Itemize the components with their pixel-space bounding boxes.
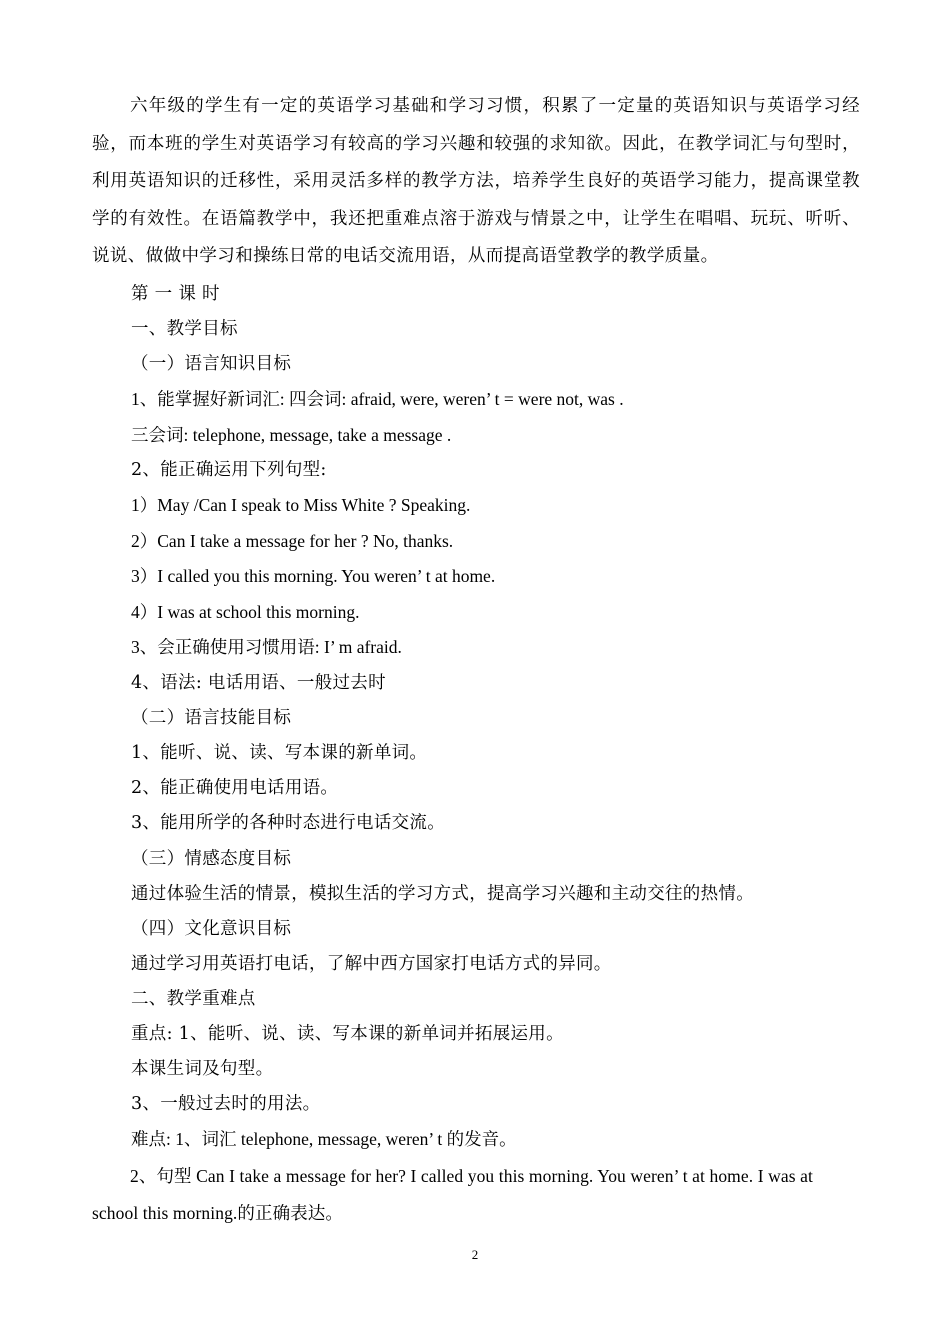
sentence-pattern-1: 1）May /Can I speak to Miss White ? Speaking. [131,495,471,515]
sentence-pattern-2: 2）Can I take a message for her ? No, thanks. [131,531,454,551]
list-item-three-skill-words: 三会词: telephone, message, take a message . [131,425,452,445]
lesson-heading: 第 一 课 时 [131,284,220,304]
difficult-point-1: 难点: 1、词汇 telephone, message, weren’ t 的发音。 [131,1129,517,1149]
key-point-2: 本课生词及句型。 [131,1059,274,1079]
key-point-3: 3、一般过去时的用法。 [131,1094,321,1114]
list-item-grammar: 4、语法: 电话用语、一般过去时 [131,673,386,693]
key-point-1: 重点: 1、能听、说、读、写本课的新单词并拓展运用。 [131,1024,564,1044]
list-item-skill-1: 1、能听、说、读、写本课的新单词。 [131,743,428,763]
section-heading-key-points: 二、教学重难点 [131,989,256,1009]
sentence-pattern-3: 3）I called you this morning. You weren’ t at home. [131,566,496,586]
list-item-idiom: 3、会正确使用习惯用语: I’ m afraid. [131,637,402,657]
list-item-skill-3: 3、能用所学的各种时态进行电话交流。 [131,813,446,833]
intro-paragraph: 六年级的学生有一定的英语学习基础和学习习惯，积累了一定量的英语知识与英语学习经验，而本班的学生对英语学习有较高的学习兴趣和较强的求知欲。因此，在教学词汇与句型时，利用英语知识的迁移性，采用灵活多样的教学方法，培养学生良好的英语学习能力，提高课堂教学的有效性。在语篇教学中，我还把重难点溶于游戏与情景之中，让学生在唱唱、玩玩、听听、说说、做做中学习和操练日常的电话交流用语，从而提高语堂教学的教学质量。 [92,96,860,266]
sentence-pattern-4: 4）I was at school this morning. [131,602,360,622]
subsection-heading-language-skills: （二）语言技能目标 [131,708,292,728]
page-number: 2 [471,1247,479,1262]
list-item-sentence-patterns: 2、能正确运用下列句型: [131,460,327,480]
subsection-heading-emotion: （三）情感态度目标 [131,849,292,869]
list-item-new-words: 1、能掌握好新词汇: 四会词: afraid, were, weren’ t = were not, was . [131,389,624,409]
subsection-heading-culture: （四）文化意识目标 [131,919,292,939]
emotion-text: 通过体验生活的情景，模拟生活的学习方式，提高学习兴趣和主动交往的热情。 [131,884,754,904]
culture-text: 通过学习用英语打电话，了解中西方国家打电话方式的异同。 [131,954,612,974]
subsection-heading-language-knowledge: （一）语言知识目标 [131,354,292,374]
list-item-skill-2: 2、能正确使用电话用语。 [131,778,339,798]
difficult-point-2: 2、句型 Can I take a message for her? I called you this morning. You weren’ t at home. I was at school this morning.的正确表达。 [92,1166,813,1223]
section-heading-objectives: 一、教学目标 [131,319,238,339]
